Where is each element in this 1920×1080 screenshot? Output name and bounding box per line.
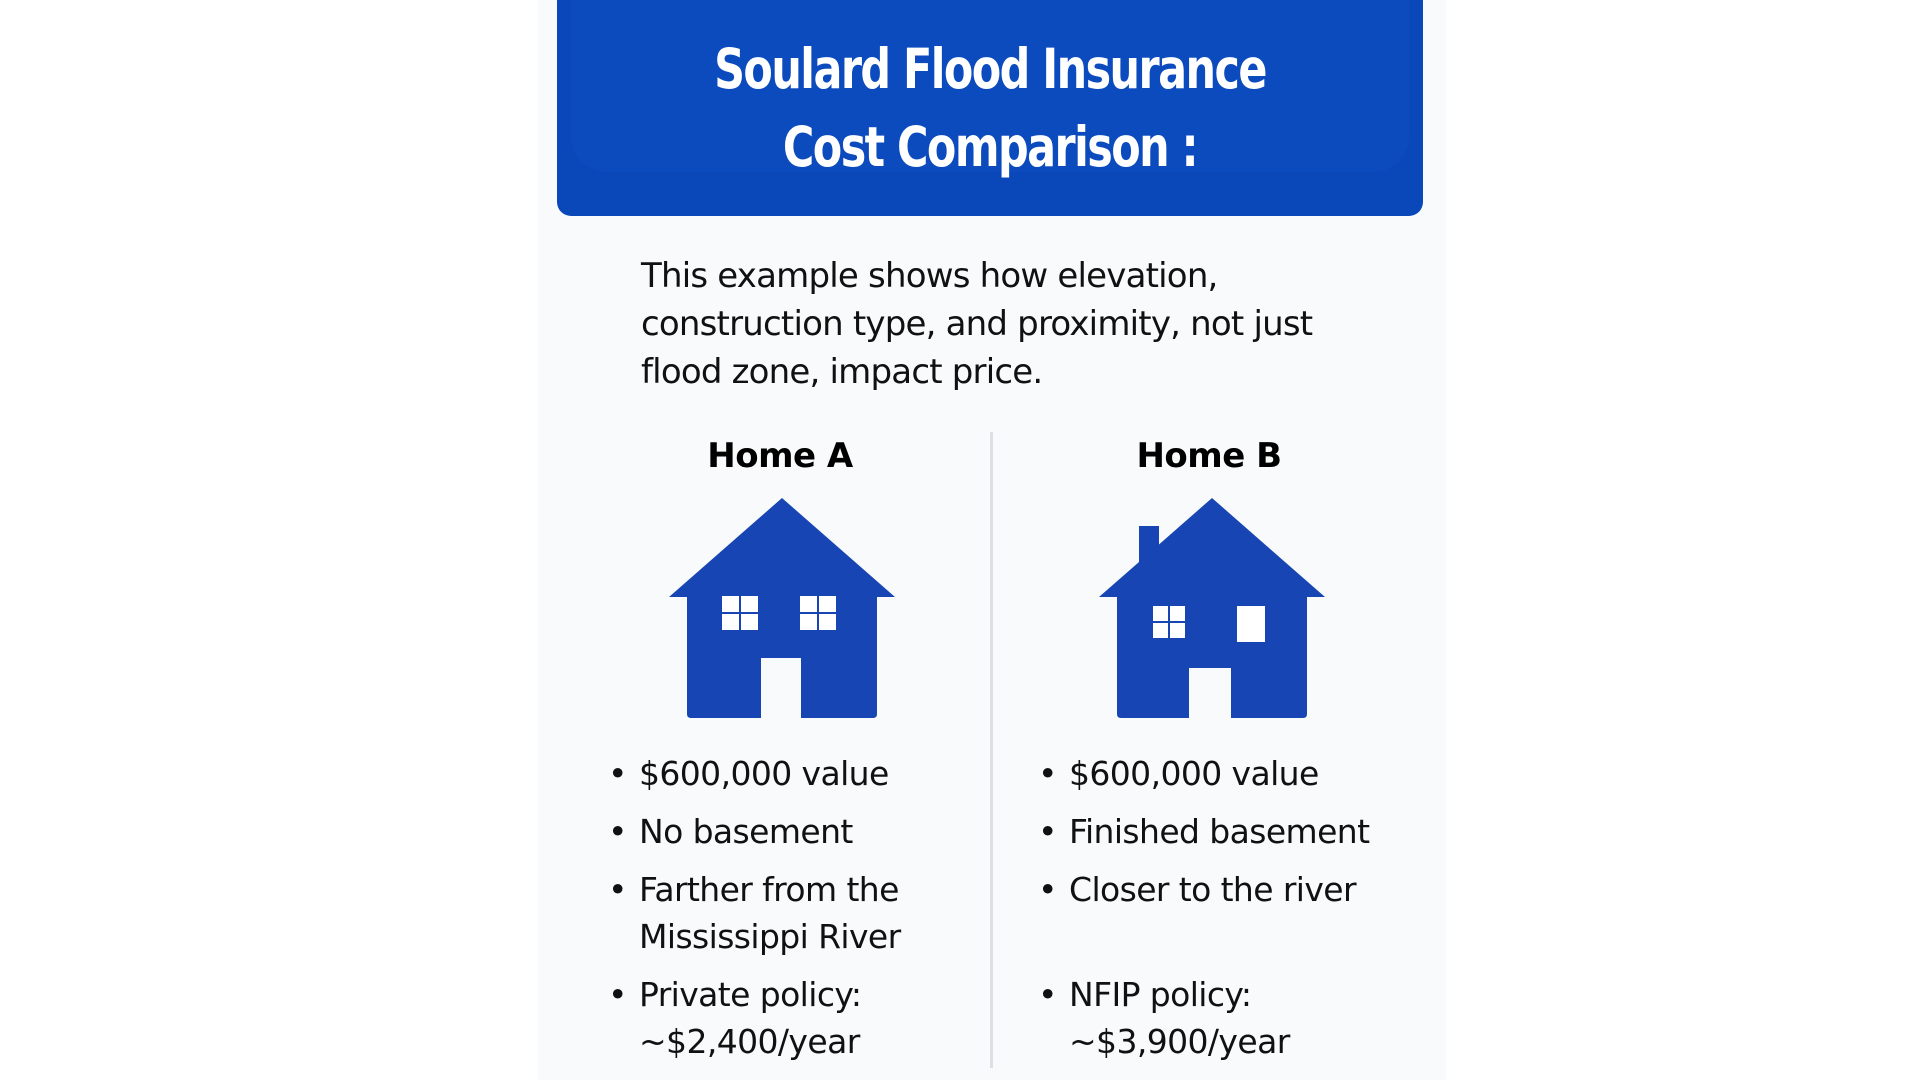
fact-value: $600,000 value bbox=[1069, 754, 1319, 793]
title-banner bbox=[557, 0, 1423, 216]
intro-text: This example shows how elevation, construction type, and proximity, not just flood zone, impact price. bbox=[641, 256, 1313, 392]
home-a-facts bbox=[608, 750, 968, 1076]
fact-basement: Finished basement bbox=[1069, 812, 1370, 851]
title-line-2: Cost Comparison : bbox=[782, 115, 1198, 179]
title-line-1: Soulard Flood Insurance bbox=[714, 37, 1266, 101]
fact-policy: NFIP policy: ~$3,900/year bbox=[1069, 975, 1290, 1061]
fact-proximity: Farther from the Mississippi River bbox=[639, 870, 901, 956]
house-with-chimney-icon bbox=[1097, 496, 1327, 722]
list-item: • Private policy: ~$2,400/year bbox=[608, 975, 862, 1061]
home-b-facts bbox=[1038, 750, 1418, 1076]
fact-proximity: Closer to the river bbox=[1069, 870, 1356, 909]
list-item: • No basement bbox=[608, 812, 853, 851]
list-item: • Farther from the Mississippi River bbox=[608, 870, 901, 956]
column-divider bbox=[990, 432, 993, 1068]
fact-policy: Private policy: ~$2,400/year bbox=[639, 975, 862, 1061]
fact-value: $600,000 value bbox=[639, 754, 889, 793]
house-two-windows-icon bbox=[667, 496, 897, 722]
fact-basement: No basement bbox=[639, 812, 853, 851]
home-b-title: Home B bbox=[1136, 436, 1282, 476]
page-title bbox=[652, 30, 1327, 186]
list-item: • Finished basement bbox=[1038, 812, 1370, 851]
list-item: • $600,000 value bbox=[1038, 754, 1319, 793]
list-item: • NFIP policy: ~$3,900/year bbox=[1038, 975, 1290, 1061]
home-a-title: Home A bbox=[707, 436, 853, 476]
list-item: • $600,000 value bbox=[608, 754, 889, 793]
list-item: • Closer to the river bbox=[1038, 870, 1356, 909]
